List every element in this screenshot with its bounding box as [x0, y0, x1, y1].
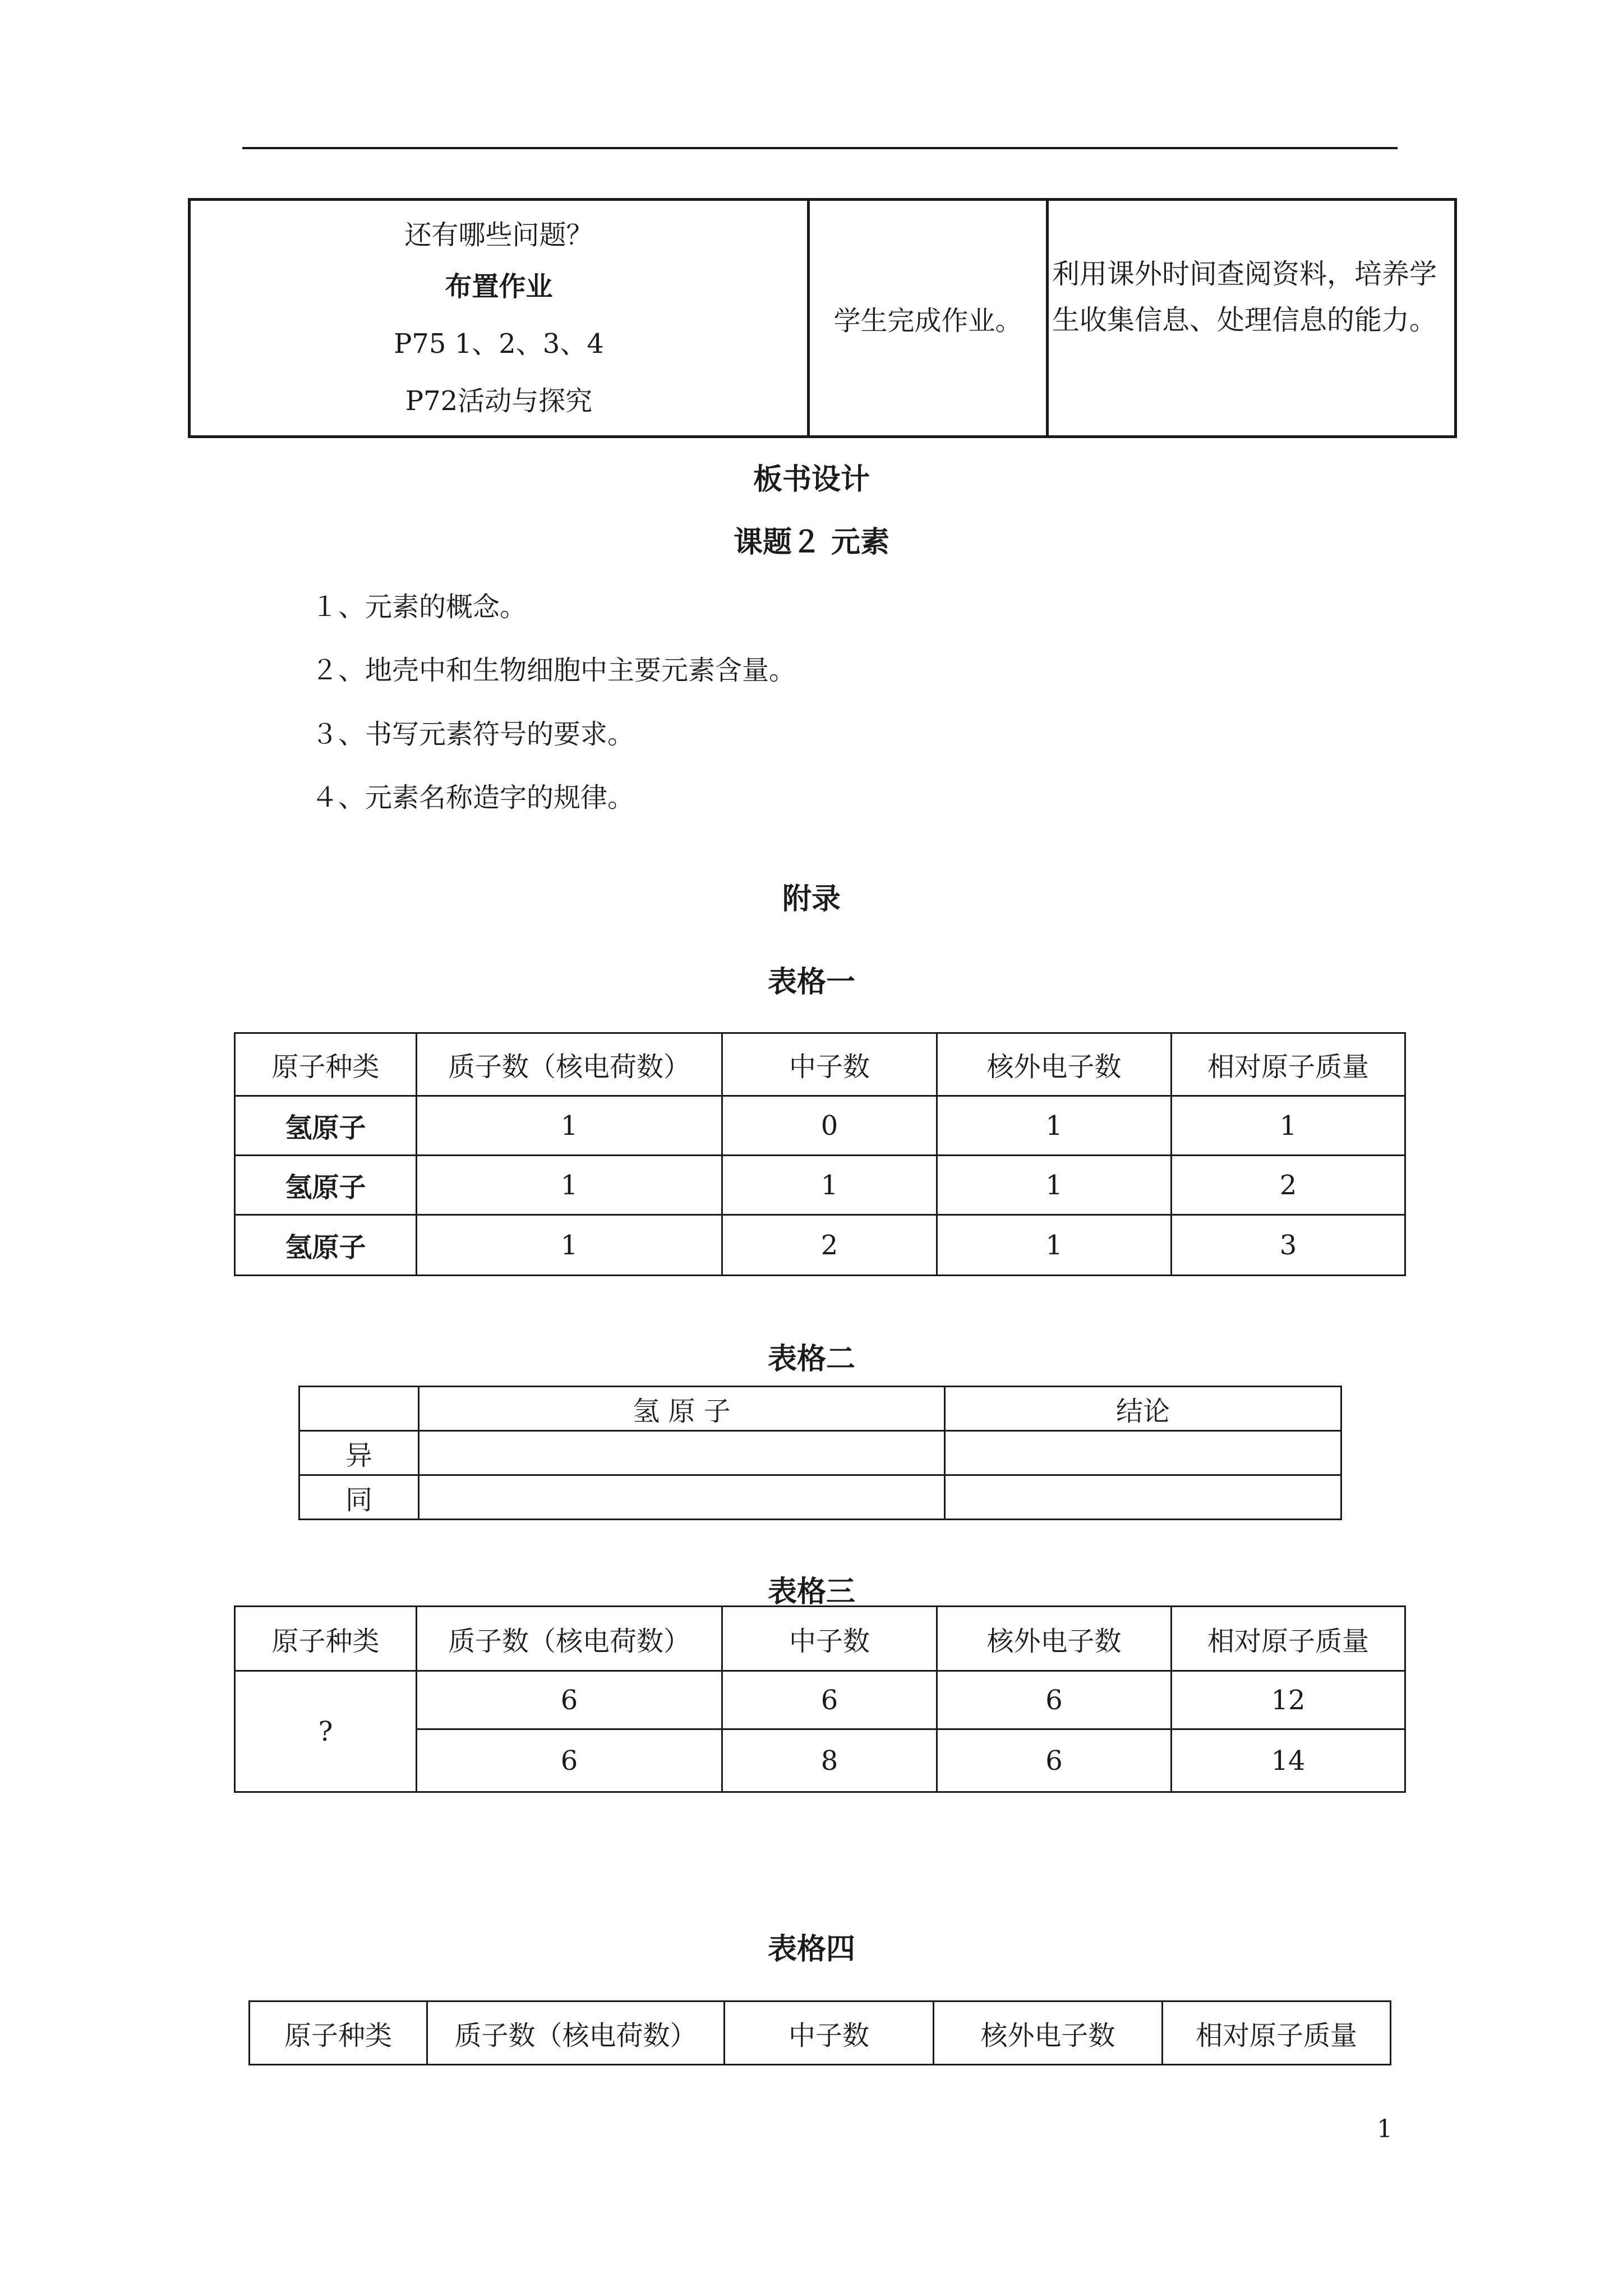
student-activity-cell: 学生完成作业。: [809, 200, 1048, 437]
table2-header-row: [299, 1387, 1341, 1431]
table2-header-cell: 氢 原 子: [419, 1387, 945, 1431]
table-cell: 6: [937, 1671, 1172, 1729]
unknown-atom-cell: ?: [235, 1671, 417, 1792]
board-design-title: 板书设计: [753, 462, 870, 496]
table1-header-cell: 原子种类: [235, 1033, 417, 1096]
table4: [248, 2000, 1391, 2065]
table-cell: [419, 1475, 945, 1520]
table-row: [235, 1671, 1405, 1729]
question-text: 还有哪些问题？: [404, 219, 593, 251]
table-row: [235, 1096, 1405, 1156]
table-cell: 1: [937, 1215, 1172, 1276]
table-cell: [945, 1475, 1341, 1520]
table3-header-cell: 原子种类: [235, 1607, 417, 1671]
table2: [298, 1386, 1342, 1520]
purpose-cell: 利用课外时间查阅资料，培养学 生收集信息、处理信息的能力。: [1048, 200, 1456, 437]
table-cell: 1: [417, 1096, 722, 1156]
table4-header-cell: 核外电子数: [934, 2001, 1163, 2065]
homework-p75: P75 1、2、3、4: [394, 328, 604, 360]
table-cell: 8: [722, 1729, 937, 1792]
table-cell: [945, 1431, 1341, 1475]
table-cell: 1: [417, 1156, 722, 1215]
table-cell: 1: [417, 1215, 722, 1276]
table-row: [299, 1475, 1341, 1520]
atom-name-cell: 氢原子: [235, 1215, 417, 1276]
table-cell: 1: [1172, 1096, 1405, 1156]
table1-header-cell: 核外电子数: [937, 1033, 1172, 1096]
board-item-1: １、元素的概念。: [311, 591, 527, 623]
table3-title: 表格三: [767, 1575, 855, 1609]
homework-p72: P72活动与探究: [405, 385, 593, 417]
atom-name-cell: 氢原子: [235, 1096, 417, 1156]
table4-header-cell: 质子数（核电荷数）: [427, 2001, 725, 2065]
table1-header-cell: 中子数: [722, 1033, 937, 1096]
table4-header-row: [250, 2001, 1391, 2065]
board-item-3: ３、书写元素符号的要求。: [311, 719, 635, 750]
table-cell: 6: [417, 1671, 722, 1729]
table4-header-cell: 原子种类: [250, 2001, 427, 2065]
table-cell: 0: [722, 1096, 937, 1156]
table3-header-cell: 中子数: [722, 1607, 937, 1671]
header-rule: [242, 147, 1398, 149]
table2-title: 表格二: [767, 1342, 855, 1376]
board-item-4: ４、元素名称造字的规律。: [311, 782, 635, 813]
table4-header-cell: 中子数: [725, 2001, 934, 2065]
table-cell: 1: [937, 1156, 1172, 1215]
homework-heading: 布置作业: [445, 271, 553, 302]
table3-header-row: [235, 1607, 1405, 1671]
table-cell: 2: [722, 1215, 937, 1276]
table2-header-cell: 结论: [945, 1387, 1341, 1431]
table-cell: 2: [1172, 1156, 1405, 1215]
table1: [234, 1032, 1406, 1276]
table-cell: 3: [1172, 1215, 1405, 1276]
table2-header-cell: [299, 1387, 419, 1431]
table3: [234, 1605, 1406, 1793]
table-row: [235, 1156, 1405, 1215]
table-cell: 6: [937, 1729, 1172, 1792]
table1-header-cell: 相对原子质量: [1172, 1033, 1405, 1096]
page-number: 1: [1377, 2115, 1393, 2143]
appendix-title: 附录: [782, 882, 841, 916]
table-cell: 14: [1172, 1729, 1405, 1792]
homework-table: [188, 198, 1457, 438]
row-label-cell: 异: [299, 1431, 419, 1475]
table-cell: 6: [417, 1729, 722, 1792]
table-cell: 12: [1172, 1671, 1405, 1729]
table-cell: 1: [937, 1096, 1172, 1156]
teacher-activity-cell: [190, 200, 809, 437]
table3-header-cell: 核外电子数: [937, 1607, 1172, 1671]
table4-header-cell: 相对原子质量: [1163, 2001, 1391, 2065]
table1-header-row: [235, 1033, 1405, 1096]
row-label-cell: 同: [299, 1475, 419, 1520]
atom-name-cell: 氢原子: [235, 1156, 417, 1215]
table-cell: 1: [722, 1156, 937, 1215]
lesson-title: 课题２ 元素: [733, 525, 890, 559]
table3-header-cell: 质子数（核电荷数）: [417, 1607, 722, 1671]
table4-title: 表格四: [767, 1932, 855, 1966]
table-cell: 6: [722, 1671, 937, 1729]
table-row: [235, 1215, 1405, 1276]
table1-title: 表格一: [767, 965, 855, 999]
table3-header-cell: 相对原子质量: [1172, 1607, 1405, 1671]
board-item-2: ２、地壳中和生物细胞中主要元素含量。: [311, 655, 796, 686]
table-cell: [419, 1431, 945, 1475]
table1-header-cell: 质子数（核电荷数）: [417, 1033, 722, 1096]
table-row: [299, 1431, 1341, 1475]
